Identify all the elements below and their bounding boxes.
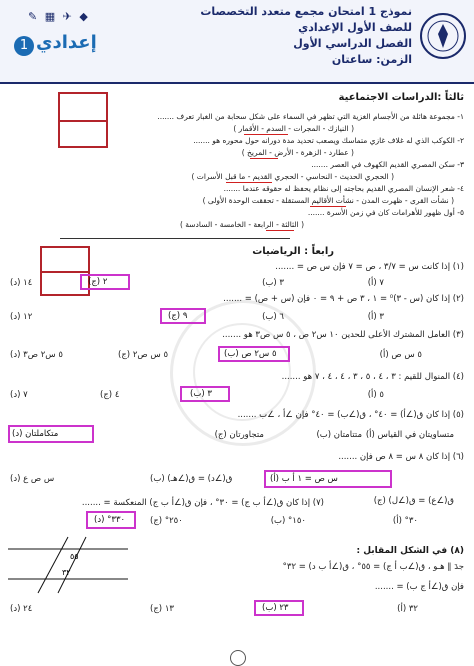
math-q2: (٢) إذا كان (س - ٣)⁰ = ١ ، ٣ ص + ٩ = ٠ فإن (س + ص) = ....... bbox=[223, 294, 464, 304]
math-q5-opt-b: متتامتان (ب) bbox=[316, 430, 362, 440]
math-q6: (٦) إذا كان ٨ س = ٨ ص فإن ....... bbox=[338, 452, 464, 462]
logo-number: 1 bbox=[14, 36, 34, 56]
math-q3-opt-c: ٥ س ص٢ (ج) bbox=[118, 350, 169, 360]
math-q3-opt-b: ٥ س٢ ص (ب) bbox=[224, 349, 277, 359]
math-q6-opt-b: ق(∠د) = ق(∠هـ) (ب) bbox=[150, 474, 233, 484]
math-q2-opt-c: ٩ (ج) bbox=[168, 311, 188, 321]
math-q4: (٤) المنوال للقيم : ٣ ، ٤ ، ٥ ، ٣ ، ٤ ، ٤ ، ٧ هو ....... bbox=[281, 372, 464, 382]
social-q1: ١- مجموعة هائلة من الأجسام الغزية التي تظهر في السماء على شكل سحابة من الغبار تعرف ....... bbox=[157, 112, 464, 121]
grade-label: للصف الأول الإعدادي bbox=[298, 21, 412, 34]
math-q5-opt-d: متكاملتان (د) bbox=[12, 429, 59, 439]
geometry-diagram bbox=[8, 535, 138, 595]
social-q2-options: ( عطارد - الزهرة - الأرض - المريخ ) bbox=[241, 148, 354, 157]
math-q7-opt-a: ٣٠° (أ) bbox=[392, 516, 418, 526]
math-q2-opt-b: ٦ (ب) bbox=[262, 312, 284, 322]
math-q8-opt-a: ٣٢ (أ) bbox=[397, 604, 418, 614]
math-q8: (٨) في الشكل المقابل : bbox=[356, 546, 464, 556]
math-q8-question: فإن ق(∠أ ج ب) = ....... bbox=[374, 582, 464, 592]
social-q4-options: ( نشأت القرى - ظهرت المدن - نشأت الأقاليم المستقلة - تحققت الوحدة الأولى ) bbox=[202, 196, 454, 205]
math-q7-opt-b: ١٥٠° (ب) bbox=[270, 516, 306, 526]
social-studies-title: ثالثاً :الدراسات الاجتماعية bbox=[338, 92, 464, 103]
math-q3-opt-a: ٥ س ص (أ) bbox=[379, 350, 422, 360]
social-q5-options: ( الثالثة - الرابعة - الخامسة - السادسة ) bbox=[179, 220, 304, 229]
math-q5-opt-a: متساويتان في القياس (أ) bbox=[365, 430, 454, 440]
math-q4-opt-a: ٥ (أ) bbox=[367, 390, 384, 400]
social-q5: ٥- أول ظهور للأهرامات كان في زمن الأسرة ....... bbox=[307, 208, 464, 217]
math-q5: (٥) إذا كان ق(∠أ) = ٤٠° ، ق(∠ب) = ٤٠° فإن ∠أ ، ∠ب ....... bbox=[237, 410, 464, 420]
math-q4-opt-c: ٤ (ج) bbox=[100, 390, 120, 400]
answer-mark bbox=[266, 230, 294, 231]
social-q2: ٢- الكوكب الذي له غلاف غازي متماسك ويصعب تحديد مدة دورانه حول محوره هو ....... bbox=[193, 136, 464, 145]
math-q8-opt-c: ١٣ (ج) bbox=[150, 604, 174, 614]
answer-mark bbox=[250, 158, 278, 159]
math-q8-opt-b: ٢٣ (ب) bbox=[262, 603, 289, 613]
math-q2-opt-d: ١٢ (د) bbox=[10, 312, 33, 322]
social-q4: ٤- شعر الإنسان المصري القديم بحاجته إلى نظام يحفظ له حقوقه عندما ....... bbox=[223, 184, 464, 193]
math-q1-opt-c: ٢ (ج) bbox=[88, 277, 108, 287]
time-label: الزمن: ساعتان bbox=[331, 53, 412, 66]
angle-label-32: ٣٢ bbox=[62, 568, 71, 577]
math-q1: (١) إذا كانت س = ٣/٧ ، ص = ٧ فإن س ص = ....... bbox=[275, 262, 464, 272]
ministry-seal-icon bbox=[418, 6, 468, 72]
grade-logo bbox=[6, 6, 98, 76]
transversal-1 bbox=[38, 537, 68, 593]
math-q6-opt-d: س ص ع (د) bbox=[10, 474, 55, 484]
logo-word: إعدادي bbox=[36, 32, 97, 53]
math-q1-opt-d: ١٤ (د) bbox=[10, 278, 33, 288]
angle-label-55: ٥٥ bbox=[70, 552, 79, 561]
math-q6-opt-c: ق(∠ع) = ق(∠ل) (ج) bbox=[373, 496, 454, 506]
score-box bbox=[58, 92, 108, 148]
social-q1-options: ( النيازك - المجرات - السدم - الأقمار ) bbox=[233, 124, 354, 133]
math-q5-opt-c: متجاورتان (ج) bbox=[214, 430, 264, 440]
exam-title: نموذج 1 امتحان مجمع متعدد التخصصات bbox=[200, 5, 412, 18]
math-q8-opt-d: ٢٤ (د) bbox=[10, 604, 33, 614]
answer-mark bbox=[244, 134, 288, 135]
math-q4-opt-d: ٧ (د) bbox=[10, 390, 28, 400]
math-q6-opt-a: س ص = ١ أ ب (أ) bbox=[270, 474, 338, 484]
answer-mark bbox=[226, 182, 272, 183]
social-q3: ٣- سكن المصري القديم الكهوف في العصر ....... bbox=[311, 160, 464, 169]
math-title: رابعاً : الرياضيات bbox=[252, 246, 334, 257]
math-q2-opt-a: ٣ (أ) bbox=[367, 312, 384, 322]
answer-mark bbox=[310, 206, 346, 207]
math-q4-opt-b: ٣ (ب) bbox=[190, 389, 212, 399]
math-q1-opt-b: ٣ (ب) bbox=[262, 278, 284, 288]
math-q7-opt-d: ٣٣٠° (د) bbox=[94, 515, 126, 525]
school-supplies-icon: ✎ ▦ ✈ ◆ bbox=[28, 10, 90, 23]
math-q7: (٧) إذا كان ق(∠أ ب ج) = ٣٠° ، فإن ق(∠أ ب ج) المنعكسة = ....... bbox=[81, 498, 324, 508]
exam-header bbox=[0, 0, 474, 84]
math-q8-given: جدَ ∥ هـو ، ق(∠ب أ ج) = ٥٥° ، ق(∠أ ب د) = ٣٢° bbox=[282, 562, 464, 572]
social-q3-options: ( الحجري الحديث - النحاسي - الحجري القديم - ما قبل الأسرات ) bbox=[191, 172, 394, 181]
term-label: الفصل الدراسي الأول bbox=[293, 37, 412, 50]
section-divider bbox=[60, 238, 290, 239]
transversal-2 bbox=[58, 537, 86, 593]
math-q7-opt-c: ٢٥٠° (ج) bbox=[150, 516, 183, 526]
math-q1-opt-a: ٧ (أ) bbox=[367, 278, 384, 288]
footer-logo-icon bbox=[230, 650, 246, 666]
math-q3: (٣) العامل المشترك الأعلى للحدين ١٠ س٢ ص ، ٥ س ص٣ هو ....... bbox=[222, 330, 464, 340]
math-q3-opt-d: ٥ س٢ ص٣ (د) bbox=[10, 350, 63, 360]
